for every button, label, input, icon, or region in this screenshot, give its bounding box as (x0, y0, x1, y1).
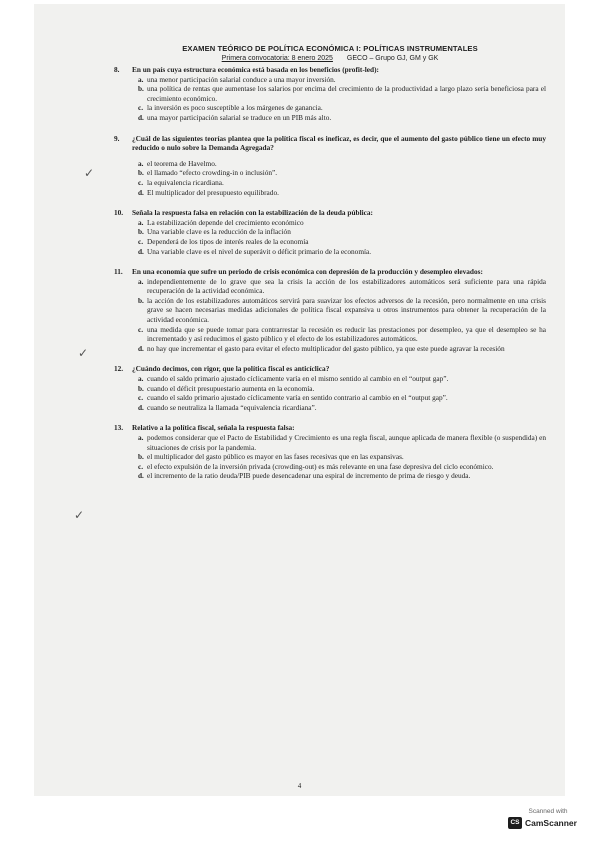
option-c: c. Dependerá de los tipos de interés reales de la economía (138, 236, 309, 246)
question-stem: 12. ¿Cuándo decimos, con rigor, que la política fiscal es anticíclica? (114, 364, 330, 374)
question-stem: 11. En una economía que sufre un periodo de crisis económica con depresión de la producción y desempleo elevados: (114, 267, 483, 277)
question-13 (114, 423, 546, 481)
option-a: a. una menor participación salarial conduce a una mayor inversión. (138, 74, 336, 84)
option-a: a. La estabilización depende del crecimiento económico (138, 217, 304, 227)
convocatoria-date: Primera convocatoria: 8 enero 2025 (221, 55, 333, 62)
question-stem: 10. Señala la respuesta falsa en relación con la estabilización de la deuda pública: (114, 208, 373, 218)
question-stem: 8. En un país cuya estructura económica está basada en los beneficios (profit-led): (114, 65, 379, 74)
question-12 (114, 364, 546, 412)
exam-page (34, 4, 565, 796)
option-d: d. no hay que incrementar el gasto para evitar el efecto multiplicador del gasto público, ya que este puede agravar la recesión (138, 343, 505, 353)
camscanner-logo-icon: CS (508, 817, 522, 829)
option-c: c. cuando el saldo primario ajustado cíclicamente varía en sentido contrario al cambio en el “output gap”. (138, 393, 448, 403)
camscanner-brand: CamScanner (525, 818, 577, 828)
camscanner-watermark (508, 808, 588, 829)
option-c: c. la equivalencia ricardiana. (138, 177, 224, 187)
option-d: d. cuando se neutraliza la llamada “equivalencia ricardiana”. (138, 402, 317, 412)
option-c: c. el efecto expulsión de la inversión privada (crowding-out) es más relevante en una fase depresiva del ciclo económico. (138, 461, 494, 471)
option-a: a. podemos considerar que el Pacto de Estabilidad y Crecimiento es una regla fiscal, aunque aplicada de manera flexible (o suspendida) en situaciones de crisis por la pandemia. (138, 433, 546, 452)
scanned-with-label: Scanned with (528, 808, 568, 815)
question-11 (114, 267, 546, 353)
question-stem: 13. Relativo a la política fiscal, señala la respuesta falsa: (114, 423, 295, 433)
option-b: b. el llamado “efecto crowding-in o inclusión”. (138, 168, 278, 178)
option-b: b. la acción de los estabilizadores automáticos servirá para suavizar los efectos adversos de la recesión, pero normalmente en una crisis grave se hacen necesarias medidas adicionales de política fiscal expansiva u otros instrumentos para obtener la recuperación de la actividad económica. (138, 295, 546, 325)
question-9 (114, 134, 546, 198)
question-8 (114, 65, 546, 123)
option-b: b. el multiplicador del gasto público es mayor en las fases recesivas que en las expansivas. (138, 452, 404, 462)
option-c: c. una medida que se puede tomar para contrarrestar la recesión es reducir las prestaciones por desempleo, ya que el desempleo se ha incrementado y así reducimos el gasto público y el efecto de los estabilizadores automáticos. (138, 324, 546, 344)
option-d: d. el incremento de la ratio deuda/PIB puede desencadenar una espiral de incremento de prima de riesgo y deuda. (138, 471, 471, 481)
option-a: a. independientemente de lo grave que sea la crisis la acción de los estabilizadores automáticos será suficiente para una rápida recuperación de la actividad económica. (138, 276, 546, 296)
option-c: c. la inversión es poco susceptible a los márgenes de ganancia. (138, 103, 323, 113)
option-b: b. cuando el déficit presupuestario aumenta en la economía. (138, 383, 315, 393)
check-mark-icon: ✓ (78, 346, 89, 360)
page-number: 4 (297, 782, 302, 790)
option-a: a. el teorema de Havelmo. (138, 158, 217, 168)
check-mark-icon: ✓ (74, 508, 85, 522)
question-10 (114, 208, 546, 256)
option-b: b. Una variable clave es la reducción de la inflación (138, 227, 291, 237)
option-d: d. Una variable clave es el nivel de superávit o déficit primario de la economía. (138, 246, 372, 256)
option-d: d. El multiplicador del presupuesto equilibrado. (138, 187, 279, 197)
option-a: a. cuando el saldo primario ajustado cíclicamente varía en el mismo sentido al cambio en el “output gap”. (138, 374, 449, 384)
check-mark-icon: ✓ (84, 166, 95, 180)
group-label: GECO – Grupo GJ, GM y GK (346, 55, 439, 62)
page-content (114, 44, 546, 481)
option-d: d. una mayor participación salarial se traduce en un PIB más alto. (138, 112, 332, 122)
exam-title: EXAMEN TEÓRICO DE POLÍTICA ECONÓMICA I: POLÍTICAS INSTRUMENTALES (182, 44, 478, 53)
question-stem: 9. ¿Cuál de las siguientes teorías plantea que la política fiscal es ineficaz, es decir, que el aumento del gasto público tiene un efecto muy reducido o nulo sobre la Demanda Agregada? (114, 133, 546, 153)
exam-subtitle (114, 55, 546, 62)
option-b: b. una política de rentas que aumentase los salarios por encima del crecimiento de la productividad a largo plazo sería beneficiosa para el crecimiento económico. (138, 84, 546, 103)
